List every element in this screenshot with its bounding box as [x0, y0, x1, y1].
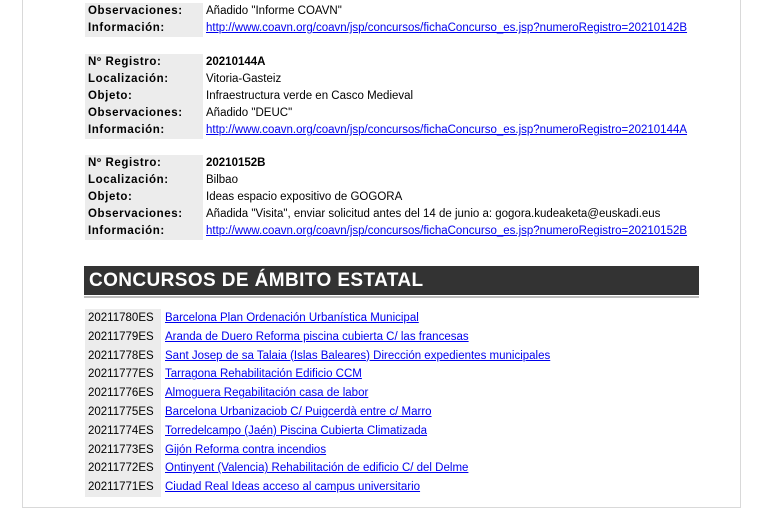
informacion-link[interactable]: http://www.coavn.org/coavn/jsp/concursos/fichaConcurso_es.jsp?numeroRegistro=20210144A: [206, 124, 688, 136]
registro-value: 20210152B: [206, 157, 266, 169]
objeto-value: Ideas espacio expositivo de GOGORA: [206, 191, 403, 203]
localizacion-value: Vitoria-Gasteiz: [206, 73, 282, 85]
contest-link[interactable]: Torredelcampo (Jaén) Piscina Cubierta Climatizada: [165, 424, 428, 437]
contest-code: 20211777ES: [85, 365, 161, 384]
list-item: [85, 422, 705, 441]
contest-record-20210142B: [85, 3, 705, 37]
contest-link[interactable]: Aranda de Duero Reforma piscina cubierta C/ las francesas: [165, 330, 469, 343]
contest-record-20210152B: [85, 155, 705, 240]
informacion-label: Información:: [85, 223, 203, 240]
observaciones-value: Añadido "DEUC": [206, 107, 293, 119]
informacion-link[interactable]: http://www.coavn.org/coavn/jsp/concursos/fichaConcurso_es.jsp?numeroRegistro=20210152B: [206, 225, 688, 237]
contest-link[interactable]: Ciudad Real Ideas acceso al campus universitario: [165, 481, 421, 494]
observaciones-label: Observaciones:: [85, 3, 203, 20]
list-item: [85, 403, 705, 422]
localizacion-value: Bilbao: [206, 174, 238, 186]
informacion-label: Información:: [85, 20, 203, 37]
objeto-label: Objeto:: [85, 88, 203, 105]
observaciones-value: Añadida "Visita", enviar solicitud antes del 14 de junio a: gogora.kudeaketa@euskadi.eus: [206, 208, 661, 220]
localizacion-label: Localización:: [85, 71, 203, 88]
contest-code: 20211780ES: [85, 309, 161, 328]
contest-link[interactable]: Tarragona Rehabilitación Edificio CCM: [165, 368, 362, 381]
contest-code: 20211773ES: [85, 441, 161, 460]
contest-link[interactable]: Almoguera Regabilitación casa de labor: [165, 387, 369, 400]
contest-link[interactable]: Gijón Reforma contra incendios: [165, 443, 327, 456]
contest-link[interactable]: Ontinyent (Valencia) Rehabilitación de edificio C/ del Delme: [165, 462, 469, 475]
observaciones-label: Observaciones:: [85, 105, 203, 122]
contest-code: 20211772ES: [85, 459, 161, 478]
contest-code: 20211771ES: [85, 478, 161, 497]
localizacion-label: Localización:: [85, 172, 203, 189]
contest-link[interactable]: Sant Josep de sa Talaia (Islas Baleares) Dirección expedientes municipales: [165, 349, 551, 362]
registro-value: 20210144A: [206, 56, 266, 68]
list-item: [85, 478, 705, 497]
contest-record-20210144A: [85, 54, 705, 139]
observaciones-label: Observaciones:: [85, 206, 203, 223]
objeto-label: Objeto:: [85, 189, 203, 206]
contest-code: 20211779ES: [85, 328, 161, 347]
informacion-label: Información:: [85, 122, 203, 139]
objeto-value: Infraestructura verde en Casco Medieval: [206, 90, 414, 102]
contest-code: 20211774ES: [85, 422, 161, 441]
list-item: [85, 384, 705, 403]
observaciones-value: Añadido "Informe COAVN": [206, 5, 342, 17]
list-item: [85, 459, 705, 478]
list-item: [85, 365, 705, 384]
contest-link[interactable]: Barcelona Plan Ordenación Urbanística Municipal: [165, 312, 419, 324]
registro-label: Nº Registro:: [85, 54, 203, 71]
contest-list: [85, 309, 705, 497]
contest-code: 20211776ES: [85, 384, 161, 403]
list-item: [85, 328, 705, 347]
registro-label: Nº Registro:: [85, 155, 203, 172]
contest-code: 20211775ES: [85, 403, 161, 422]
section-title-estatal: CONCURSOS DE ÁMBITO ESTATAL: [84, 266, 699, 295]
contest-link[interactable]: Barcelona Urbanizaciob C/ Puigcerdà entre c/ Marro: [165, 405, 432, 418]
list-item: [85, 309, 705, 328]
informacion-link[interactable]: http://www.coavn.org/coavn/jsp/concursos/fichaConcurso_es.jsp?numeroRegistro=20210142B: [206, 22, 688, 34]
list-item: [85, 441, 705, 460]
list-item: [85, 347, 705, 366]
contest-code: 20211778ES: [85, 347, 161, 366]
